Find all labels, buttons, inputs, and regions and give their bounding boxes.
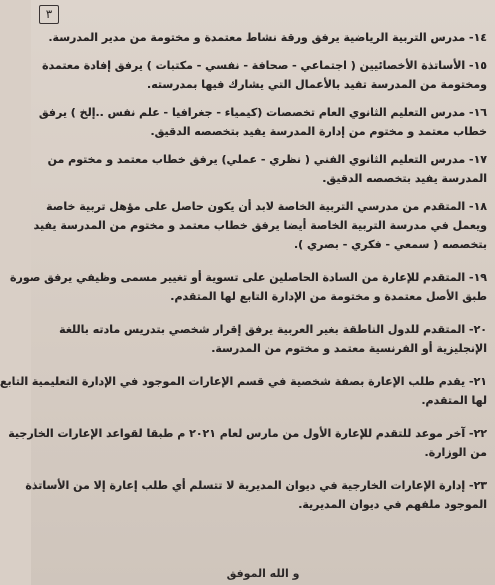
list-item xyxy=(41,56,487,94)
page-number-badge: ٣ xyxy=(39,5,59,24)
item-text-line: ٢٣- إدارة الإعارات الخارجية في ديوان المديرية لا تتسلم أي طلب إعارة إلا من الأساتذة xyxy=(25,479,487,492)
requirements-list xyxy=(0,28,487,514)
item-text-line: الموجود ملفهم في ديوان المديرية. xyxy=(298,498,487,511)
list-item xyxy=(41,28,487,47)
item-text-line: ١٥- الأساتذة الأخصائيين ( اجتماعي - صحافة - نفسي - مكتبات ) يرفق إفادة معتمدة xyxy=(42,59,487,72)
item-text-line: ٢٠- المتقدم للدول الناطقة بغير العربية يرفق إقرار شخصي بتدريس مادته باللغة xyxy=(59,323,487,336)
list-item xyxy=(41,150,487,188)
item-text-line: ٢٢- آخر موعد للتقدم للإعارة الأول من مارس لعام ٢٠٢١ م طبقا لقواعد الإعارات الخارجية xyxy=(8,427,487,440)
item-text-line: ١٧- مدرس التعليم الثانوي الفني ( نظري - عملي) يرفق خطاب معتمد و مختوم من xyxy=(47,153,487,166)
list-item xyxy=(10,268,487,306)
list-item xyxy=(38,103,487,141)
item-text-line: الإنجليزية أو الفرنسية معتمد و مختوم من المدرسة. xyxy=(211,342,487,355)
item-text-line: ٢١- يقدم طلب الإعارة بصفة شخصية في قسم الإعارات الموجود في الإدارة التعليمية التابع xyxy=(0,375,487,388)
list-item xyxy=(25,476,487,514)
list-item xyxy=(0,372,487,410)
closing-phrase: و الله الموفق xyxy=(226,567,300,580)
item-text-line: ومختومة من المدرسة تفيد بالأعمال التي يشارك فيها بمدرسته. xyxy=(147,78,487,91)
item-text-line: لها المتقدم. xyxy=(421,394,487,407)
item-text-line: من الوزارة. xyxy=(424,446,487,459)
item-text-line: ١٤- مدرس التربية الرياضية يرفق ورقة نشاط معتمدة و مختومة من مدير المدرسة. xyxy=(48,31,487,44)
item-text-line: ١٦- مدرس التعليم الثانوي العام تخصصات (كيمياء - جغرافيا - علم نفس ..إلخ ) يرفق xyxy=(38,106,487,119)
list-item xyxy=(41,320,487,358)
item-text-line: ١٨- المتقدم من مدرسي التربية الخاصة لابد أن يكون حاصل على مؤهل تربية خاصة xyxy=(46,200,487,213)
item-text-line: طبق الأصل معتمدة و مختومة من الإدارة التابع لها المتقدم. xyxy=(170,290,487,303)
list-item xyxy=(33,197,487,254)
item-text-line: ويعمل في مدرسة التربية الخاصة أيضا يرفق خطاب معتمد و مختوم من المدرسة يفيد xyxy=(33,219,487,232)
item-text-line: المدرسة يفيد بتخصصه الدقيق. xyxy=(322,172,487,185)
list-item xyxy=(8,424,487,462)
item-text-line: خطاب معتمد و مختوم من إدارة المدرسة يفيد بتخصصه الدقيق. xyxy=(150,125,487,138)
item-text-line: بتخصصه ( سمعي - فكري - بصري ). xyxy=(293,238,487,251)
item-text-line: ١٩- المتقدم للإعارة من السادة الحاصلين على تسوية أو تغيير مسمى وظيفي يرفق صورة xyxy=(10,271,487,284)
